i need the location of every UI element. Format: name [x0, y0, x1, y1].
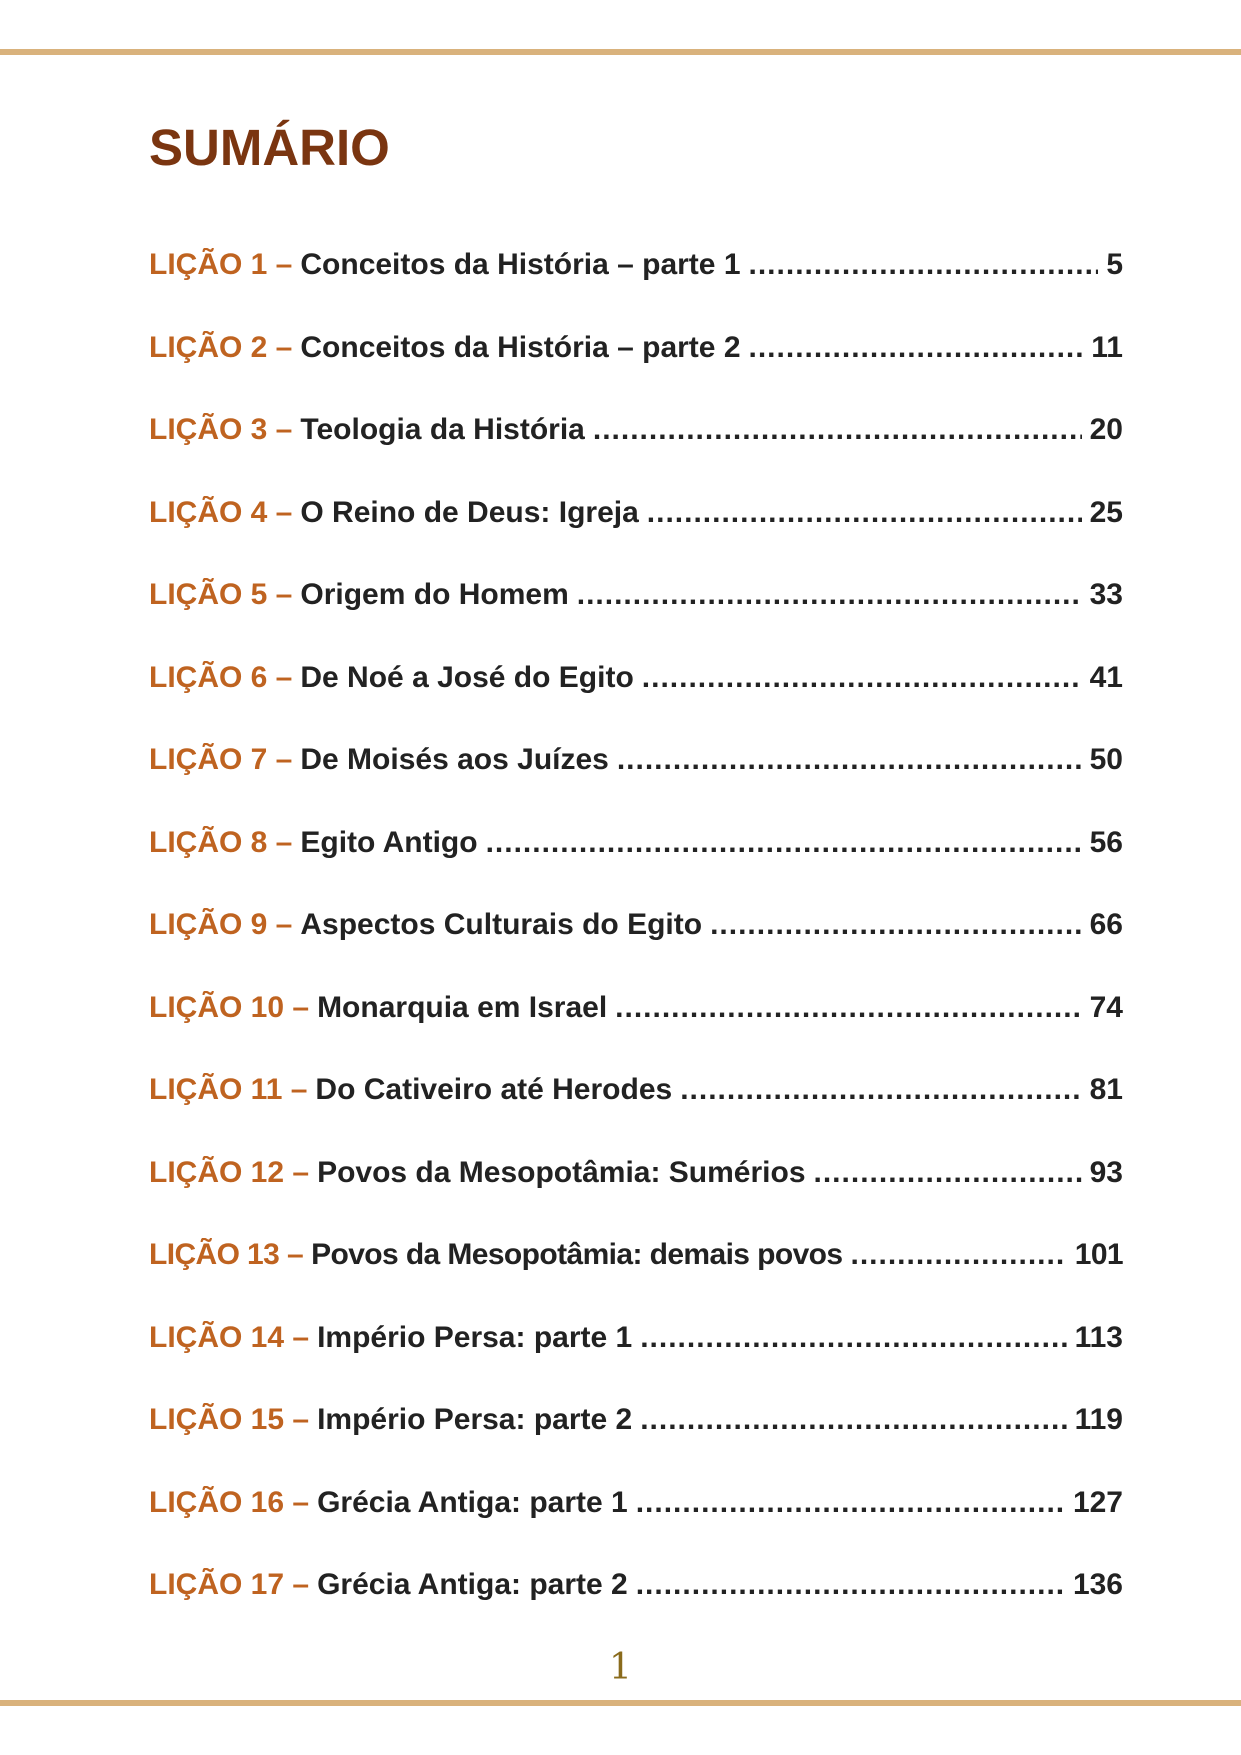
lesson-label: LIÇÃO 10 – — [149, 990, 310, 1024]
toc-entry[interactable] — [149, 1321, 1123, 1404]
dot-leader — [749, 331, 1084, 365]
dot-leader — [640, 1321, 1066, 1355]
toc-entry[interactable] — [149, 1568, 1123, 1651]
dot-leader — [640, 1403, 1066, 1437]
lesson-label: LIÇÃO 14 – — [149, 1320, 310, 1354]
lesson-title: Origem do Homem — [300, 578, 569, 611]
page-reference: 81 — [1089, 1073, 1123, 1106]
page-reference: 41 — [1089, 660, 1123, 694]
page-reference: 56 — [1089, 825, 1123, 859]
dot-leader — [577, 578, 1082, 612]
dot-leader — [636, 1486, 1065, 1520]
bottom-border-rule — [0, 1700, 1241, 1706]
toc-entry[interactable] — [149, 578, 1123, 661]
toc-entry[interactable] — [149, 743, 1123, 826]
lesson-title: Império Persa: parte 2 — [317, 1403, 633, 1436]
dot-leader — [680, 1073, 1081, 1107]
lesson-label: LIÇÃO 5 – — [149, 578, 293, 611]
page-reference: 74 — [1089, 990, 1123, 1024]
page-reference: 113 — [1074, 1320, 1123, 1354]
page-reference: 50 — [1089, 743, 1123, 776]
toc-entry[interactable] — [149, 908, 1123, 991]
toc-entry[interactable] — [149, 1403, 1123, 1486]
dot-leader — [749, 248, 1099, 282]
dot-leader — [593, 413, 1082, 447]
dot-leader — [850, 1238, 1066, 1272]
dot-leader — [615, 991, 1081, 1025]
dot-leader — [642, 661, 1082, 695]
lesson-title: Grécia Antiga: parte 2 — [317, 1568, 628, 1601]
lesson-label: LIÇÃO 15 – — [149, 1403, 310, 1436]
toc-entry[interactable] — [149, 661, 1123, 744]
lesson-label: LIÇÃO 1 – — [149, 248, 293, 281]
page-reference: 136 — [1072, 1568, 1123, 1601]
page-reference: 20 — [1089, 413, 1123, 446]
table-of-contents — [149, 248, 1123, 1651]
lesson-label: LIÇÃO 9 – — [149, 908, 293, 941]
page-title: SUMÁRIO — [149, 119, 390, 176]
page-reference: 93 — [1089, 1155, 1123, 1189]
dot-leader — [636, 1568, 1065, 1602]
toc-entry[interactable] — [149, 248, 1123, 331]
lesson-title: Povos da Mesopotâmia: demais povos — [311, 1238, 843, 1271]
toc-entry[interactable] — [149, 1073, 1123, 1156]
top-border-rule — [0, 49, 1241, 55]
lesson-title: Conceitos da História – parte 2 — [300, 330, 741, 364]
lesson-title: Teologia da História — [300, 413, 585, 446]
page-reference: 119 — [1074, 1403, 1123, 1436]
lesson-label: LIÇÃO 2 – — [149, 330, 293, 364]
page-reference: 11 — [1091, 330, 1123, 364]
page-reference: 66 — [1089, 908, 1123, 941]
lesson-label: LIÇÃO 7 – — [149, 743, 293, 776]
page-reference: 5 — [1106, 248, 1123, 281]
lesson-label: LIÇÃO 8 – — [149, 825, 293, 859]
dot-leader — [647, 496, 1082, 530]
lesson-label: LIÇÃO 17 – — [149, 1568, 310, 1601]
toc-entry[interactable] — [149, 1238, 1123, 1321]
lesson-title: Egito Antigo — [300, 825, 478, 859]
toc-entry[interactable] — [149, 991, 1123, 1074]
lesson-title: De Moisés aos Juízes — [300, 743, 609, 776]
toc-entry[interactable] — [149, 826, 1123, 909]
toc-entry[interactable] — [149, 496, 1123, 579]
lesson-label: LIÇÃO 4 – — [149, 495, 293, 529]
page-reference: 33 — [1089, 578, 1123, 611]
toc-entry[interactable] — [149, 1156, 1123, 1239]
toc-entry[interactable] — [149, 331, 1123, 414]
dot-leader — [486, 826, 1082, 860]
toc-entry[interactable] — [149, 413, 1123, 496]
lesson-title: Monarquia em Israel — [317, 990, 608, 1024]
lesson-label: LIÇÃO 12 – — [149, 1155, 310, 1189]
lesson-title: Império Persa: parte 1 — [317, 1320, 633, 1354]
lesson-title: Povos da Mesopotâmia: Sumérios — [317, 1155, 806, 1189]
lesson-title: Do Cativeiro até Herodes — [315, 1073, 673, 1106]
lesson-title: Conceitos da História – parte 1 — [300, 248, 741, 281]
toc-entry[interactable] — [149, 1486, 1123, 1569]
lesson-title: Grécia Antiga: parte 1 — [317, 1485, 628, 1519]
lesson-label: LIÇÃO 6 – — [149, 660, 293, 694]
lesson-label: LIÇÃO 13 – — [149, 1238, 304, 1271]
lesson-title: Aspectos Culturais do Egito — [300, 908, 703, 941]
lesson-label: LIÇÃO 3 – — [149, 413, 293, 446]
lesson-label: LIÇÃO 11 – — [149, 1073, 308, 1106]
page-reference: 101 — [1074, 1238, 1123, 1271]
page-number: 1 — [609, 1647, 632, 1688]
lesson-title: De Noé a José do Egito — [300, 660, 634, 694]
lesson-title: O Reino de Deus: Igreja — [300, 495, 639, 529]
page-reference: 127 — [1072, 1485, 1123, 1519]
dot-leader — [617, 743, 1082, 777]
page-reference: 25 — [1089, 495, 1123, 529]
dot-leader — [814, 1156, 1082, 1190]
dot-leader — [710, 908, 1082, 942]
lesson-label: LIÇÃO 16 – — [149, 1485, 310, 1519]
